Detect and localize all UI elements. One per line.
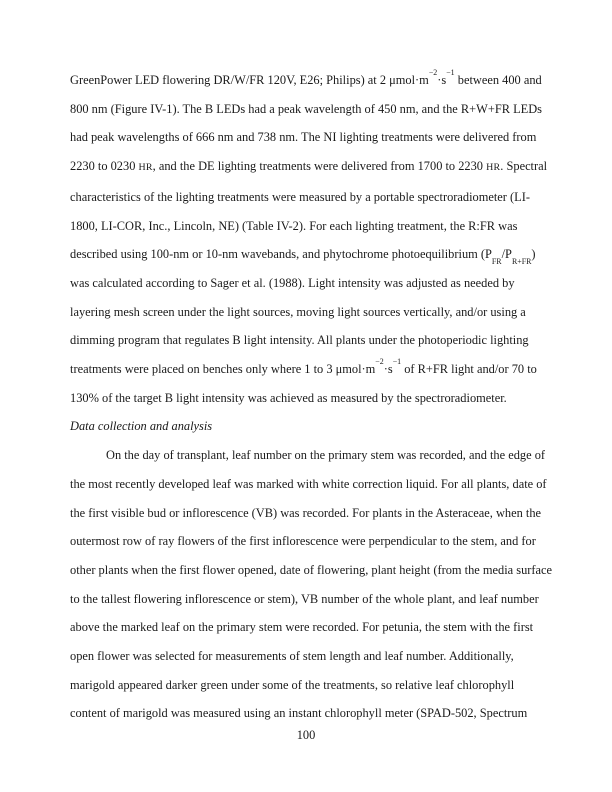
text-run: marigold appeared darker green under some of the treatments, so relative leaf chlorophyll [70,677,515,692]
text-line [70,212,548,241]
text-run: the first visible bud or inflorescence (VB) was recorded. For plants in the Asteraceae, when the [70,505,542,520]
text-line [70,95,548,124]
text-line [70,642,548,671]
text-line [70,269,548,298]
text-run: outermost row of ray flowers of the first inflorescence were perpendicular to the stem, and for [70,534,536,549]
text-line [70,240,548,269]
small-caps-text: HR [138,162,153,174]
text-run: ) [531,247,536,262]
text-line [70,384,548,413]
text-run: 130% of the target B light intensity was achieved as measured by the spectroradiometer. [70,390,507,405]
section-heading [70,412,548,441]
text-line [70,470,548,499]
text-line [70,613,548,642]
text-run: of R+FR light and/or 70 to [401,362,537,377]
superscript: −1 [392,357,402,367]
text-run: open flower was selected for measurements of stem length and leaf number. Additionally, [70,649,514,664]
text-run: /P [501,247,512,262]
text-run: 800 nm (Figure IV-1). The B LEDs had a peak wavelength of 450 nm, and the R+W+FR LEDs [70,101,543,116]
text-run: ·s [383,362,393,377]
text-line [70,298,548,327]
page-number: 100 [296,728,316,742]
text-run: treatments were placed on benches only where 1 to 3 μmol·m [70,362,376,377]
text-run: characteristics of the lighting treatments were measured by a portable spectroradiometer (LI- [70,189,530,204]
text-run: between 400 and [454,73,542,87]
body-text [70,66,553,728]
text-run: dimming program that regulates B light intensity. All plants under the photoperiodic lighting [70,333,529,348]
text-run: described using 100-nm or 10-nm wavebands, and phytochrome photoequilibrium (P [70,247,492,262]
superscript: −2 [375,357,384,367]
text-run: ·s [437,73,447,87]
superscript: −2 [428,68,438,78]
text-run: to the tallest flowering inflorescence or stem), VB number of the whole plant, and leaf number [70,591,539,606]
text-run: was calculated according to Sager et al. (1988). Light intensity was adjusted as needed by [70,275,515,290]
text-run: Data collection and analysis [70,419,213,434]
text-run: . Spectral [500,159,548,174]
text-run: On the day of transplant, leaf number on the primary stem was recorded, and the edge of [106,448,546,463]
text-line [70,355,548,384]
text-line [70,585,548,614]
subscript: R+FR [511,256,532,266]
text-run: 2230 to 0230 [70,159,139,174]
subscript: FR [491,256,502,266]
text-line [70,556,553,585]
text-run: the most recently developed leaf was marked with white correction liquid. For all plants, date of [70,476,547,491]
text-line [70,152,548,183]
text-line [70,441,548,470]
text-line [70,123,548,152]
text-line [70,499,548,528]
text-run: layering mesh screen under the light sources, moving light sources vertically, and/or using a [70,304,526,319]
text-line [70,326,548,355]
text-run: content of marigold was measured using an instant chlorophyll meter (SPAD-502, Spectrum [70,706,528,721]
text-line [70,671,548,700]
text-run: GreenPower LED flowering DR/W/FR 120V, E26; Philips) at 2 μmol·m [70,73,429,87]
text-line [70,527,548,556]
text-line [70,183,548,212]
small-caps-text: HR [486,162,501,174]
text-run: above the marked leaf on the primary stem were recorded. For petunia, the stem with the first [70,620,534,635]
text-line [70,66,548,95]
text-run: other plants when the first flower opened, date of flowering, plant height (from the media surface [70,562,553,577]
text-run: , and the DE lighting treatments were delivered from 1700 to 2230 [152,159,487,174]
text-run: had peak wavelengths of 666 nm and 738 nm. The NI lighting treatments were delivered from [70,130,537,145]
superscript: −1 [446,68,455,78]
text-run: 1800, LI-COR, Inc., Lincoln, NE) (Table IV-2). For each lighting treatment, the R:FR was [70,218,518,233]
text-line [70,699,548,728]
